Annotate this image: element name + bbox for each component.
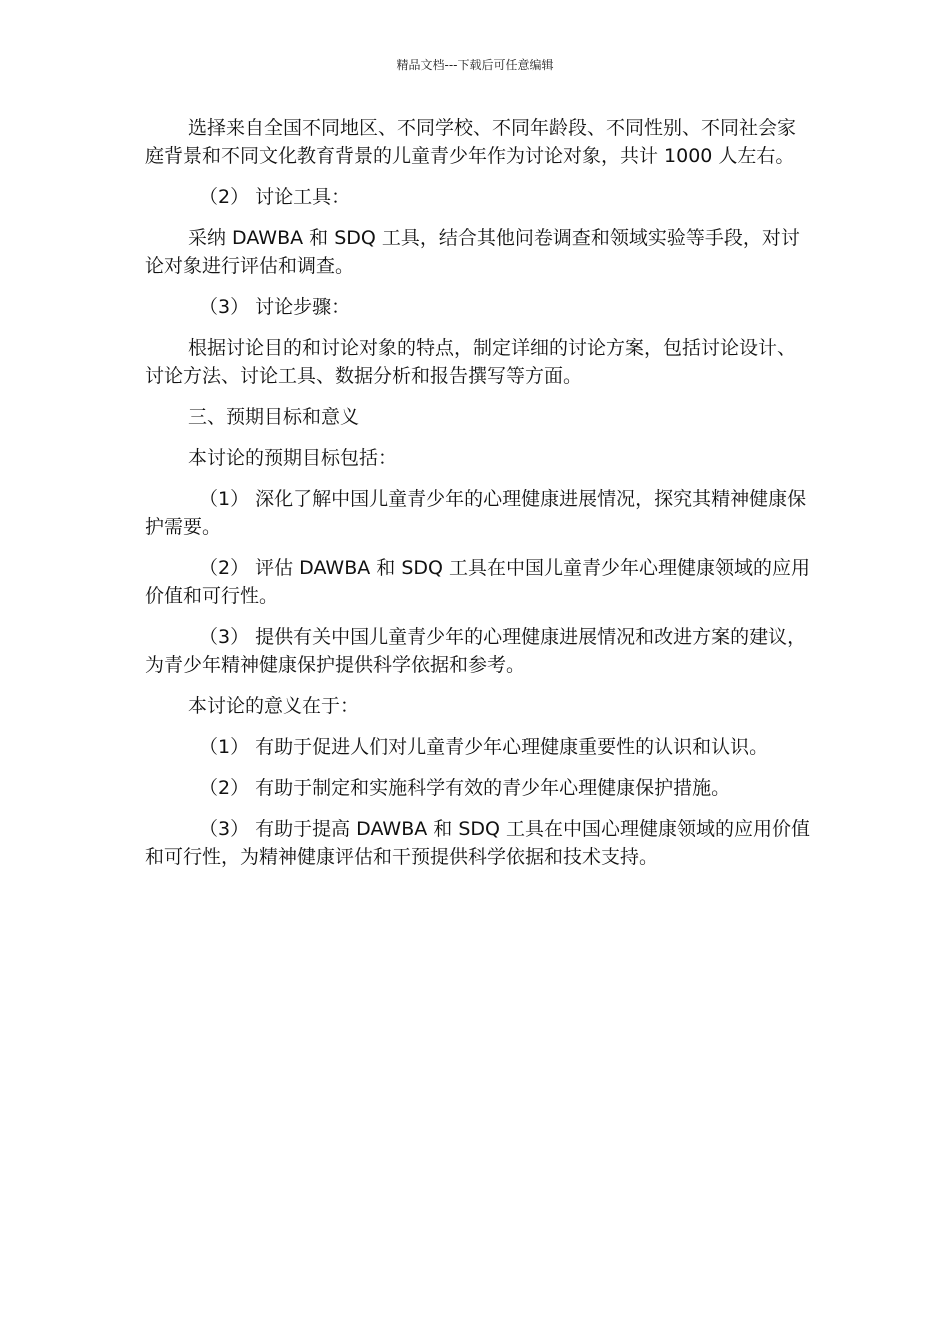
paragraph-steps: 根据讨论目的和讨论对象的特点，制定详细的讨论方案，包括讨论设计、讨论方法、讨论工具、数据分析和报告撰写等方面。 — [145, 337, 797, 387]
list-item-goal-2: （2） 评估 DAWBA 和 SDQ 工具在中国儿童青少年心理健康领域的应用价值和可行性。 — [145, 557, 811, 607]
paragraph-goals-intro: 本讨论的预期目标包括： — [188, 447, 398, 469]
list-item-tools-heading: （2） 讨论工具： — [199, 186, 351, 208]
list-item-significance-2: （2） 有助于制定和实施科学有效的青少年心理健康保护措施。 — [199, 777, 731, 799]
list-item-significance-3: （3） 有助于提高 DAWBA 和 SDQ 工具在中国心理健康领域的应用价值和可行性，为精神健康评估和干预提供科学依据和技术支持。 — [145, 818, 811, 868]
paragraph-tools: 采纳 DAWBA 和 SDQ 工具，结合其他问卷调查和领域实验等手段，对讨论对象进行评估和调查。 — [145, 227, 800, 277]
list-item-significance-1: （1） 有助于促进人们对儿童青少年心理健康重要性的认识和认识。 — [199, 736, 769, 758]
paragraph-participants: 选择来自全国不同地区、不同学校、不同年龄段、不同性别、不同社会家庭背景和不同文化教育背景的儿童青少年作为讨论对象，共计 1000 人左右。 — [145, 117, 797, 167]
list-item-goal-3: （3） 提供有关中国儿童青少年的心理健康进展情况和改进方案的建议，为青少年精神健康保护提供科学依据和参考。 — [145, 626, 807, 676]
document-body — [145, 114, 810, 884]
list-item-steps-heading: （3） 讨论步骤： — [199, 296, 351, 318]
paragraph-significance-intro: 本讨论的意义在于： — [188, 695, 360, 717]
page-header: 精品文档---下载后可任意编辑 — [396, 58, 554, 72]
section-heading: 三、预期目标和意义 — [188, 406, 360, 428]
list-item-goal-1: （1） 深化了解中国儿童青少年的心理健康进展情况，探究其精神健康保护需要。 — [145, 488, 807, 538]
